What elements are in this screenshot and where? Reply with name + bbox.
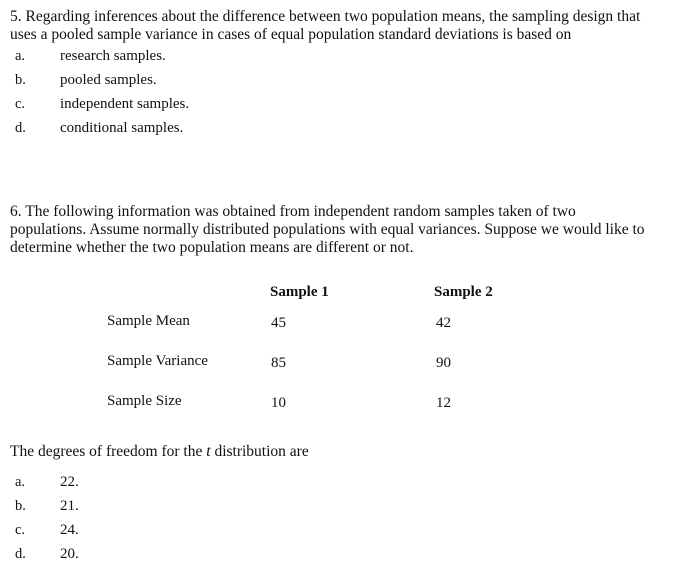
- row-label-sample-mean: Sample Mean: [107, 313, 190, 329]
- q6-option-a-letter: a.: [15, 474, 26, 490]
- degrees-of-freedom-prompt: [10, 443, 309, 461]
- q6-option-d-letter: d.: [15, 546, 26, 562]
- q6-option-c: 24.: [60, 522, 79, 538]
- cell-mean-sample-1: 45: [271, 315, 286, 331]
- dof-prefix: The degrees of freedom for the: [10, 443, 207, 460]
- q6-stem-line3: determine whether the two population means are different or not.: [10, 239, 414, 256]
- q5-option-d-letter: d.: [15, 120, 26, 136]
- q6-option-b: 21.: [60, 498, 79, 514]
- q5-option-a: research samples.: [60, 48, 166, 64]
- cell-mean-sample-2: 42: [436, 315, 451, 331]
- q5-option-b: pooled samples.: [60, 72, 157, 88]
- q6-stem-line1: 6. The following information was obtained from independent random samples taken of two: [10, 203, 576, 220]
- q5-stem-line2: uses a pooled sample variance in cases of equal population standard deviations is based on: [10, 26, 572, 43]
- cell-variance-sample-1: 85: [271, 355, 286, 371]
- q5-option-c: independent samples.: [60, 96, 190, 112]
- cell-size-sample-2: 12: [436, 395, 451, 411]
- q5-option-a-letter: a.: [15, 48, 26, 64]
- q6-option-b-letter: b.: [15, 498, 26, 514]
- table-header-sample-1: Sample 1: [270, 284, 329, 300]
- q6-option-c-letter: c.: [15, 522, 26, 538]
- table-header-sample-2: Sample 2: [434, 284, 493, 300]
- q5-option-b-letter: b.: [15, 72, 26, 88]
- q6-stem-line2: populations. Assume normally distributed populations with equal variances. Suppose we would like to: [10, 221, 645, 238]
- q6-option-d: 20.: [60, 546, 79, 562]
- q5-option-d: conditional samples.: [60, 120, 184, 136]
- row-label-sample-variance: Sample Variance: [107, 353, 208, 369]
- cell-size-sample-1: 10: [271, 395, 286, 411]
- q5-option-c-letter: c.: [15, 96, 26, 112]
- cell-variance-sample-2: 90: [436, 355, 451, 371]
- row-label-sample-size: Sample Size: [107, 393, 182, 409]
- dof-t-variable: t: [206, 443, 211, 460]
- dof-suffix: distribution are: [210, 443, 309, 460]
- q5-stem-line1: 5. Regarding inferences about the difference between two population means, the sampling design that: [10, 8, 641, 25]
- q6-option-a: 22.: [60, 474, 79, 490]
